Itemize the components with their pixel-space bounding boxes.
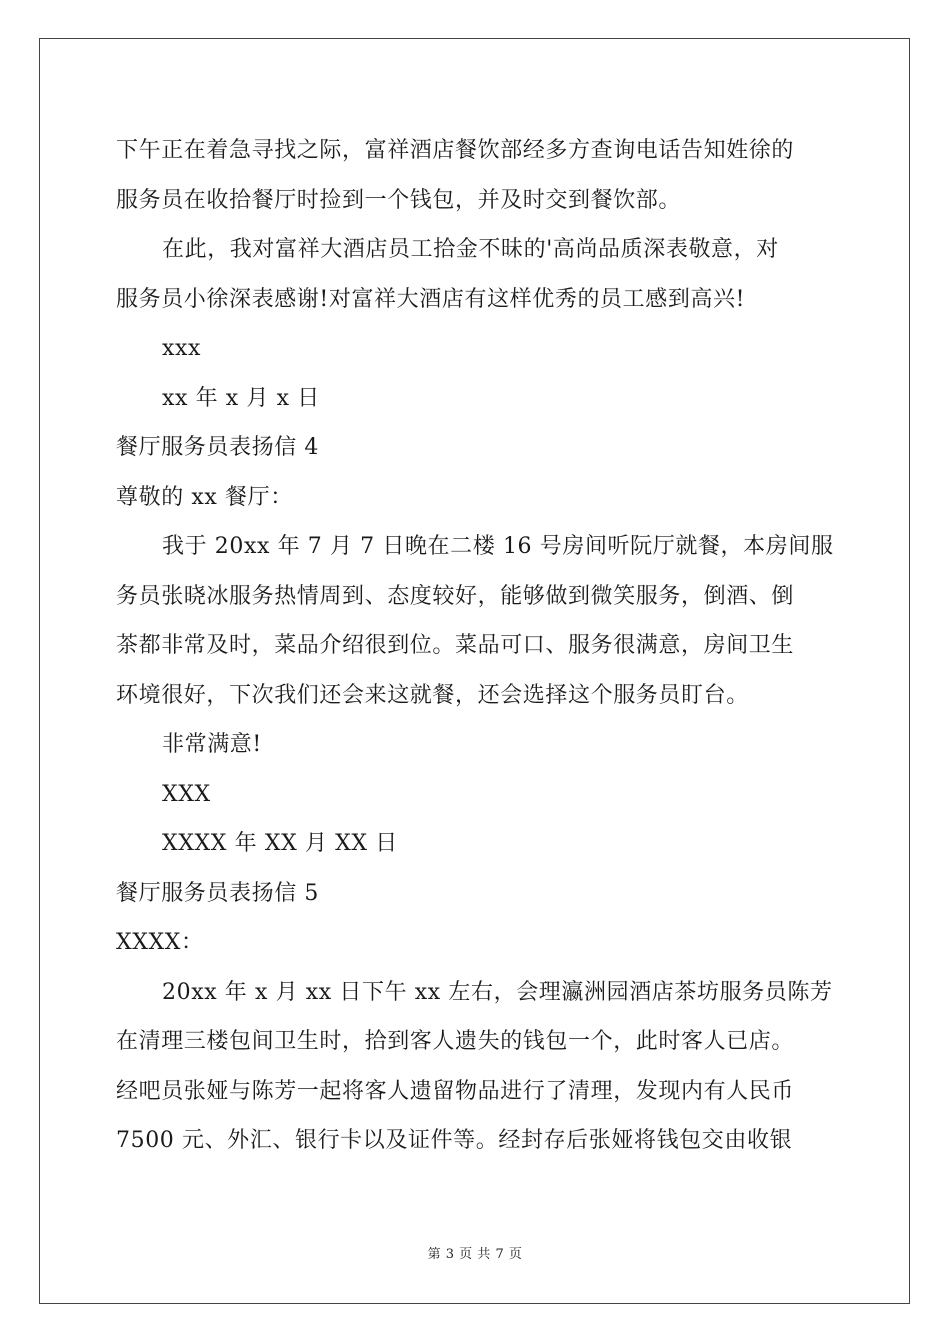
text-line: 20xx 年 x 月 xx 日下午 xx 左右，会理瀛洲园酒店茶坊服务员陈芳 <box>162 979 833 1005</box>
text-line: 餐厅服务员表扬信 4 <box>116 435 319 460</box>
document-body <box>116 126 836 1166</box>
text-line: 非常满意! <box>162 732 262 757</box>
text-line: 务员张晓冰服务热情周到、态度较好，能够做到微笑服务，倒酒、倒 <box>116 583 795 609</box>
page-footer: 第 3 页 共 7 页 <box>427 1247 523 1262</box>
text-line: 在此，我对富祥大酒店员工拾金不昧的'高尚品质深表敬意，对 <box>162 237 779 262</box>
text-line: 下午正在着急寻找之际，富祥酒店餐饮部经多方查询电话告知姓徐的 <box>116 138 795 163</box>
text-line: 尊敬的 xx 餐厅： <box>116 484 293 510</box>
text-line: 服务员小徐深表感谢!对富祥大酒店有这样优秀的员工感到高兴! <box>116 286 746 312</box>
text-line: 经吧员张娅与陈芳一起将客人遗留物品进行了清理，发现内有人民币 <box>116 1078 795 1104</box>
text-line: XXXX 年 XX 月 XX 日 <box>162 831 398 856</box>
text-line: 服务员在收拾餐厅时捡到一个钱包，并及时交到餐饮部。 <box>116 187 682 213</box>
text-line: xx 年 x 月 x 日 <box>162 385 320 411</box>
text-line: 7500 元、外汇、银行卡以及证件等。经封存后张娅将钱包交由收银 <box>116 1128 793 1153</box>
text-line: 茶都非常及时，菜品介绍很到位。菜品可口、服务很满意，房间卫生 <box>116 633 795 658</box>
text-line: XXX <box>162 781 211 807</box>
text-line: 在清理三楼包间卫生时，拾到客人遗失的钱包一个，此时客人已店。 <box>116 1029 795 1054</box>
text-line: 餐厅服务员表扬信 5 <box>116 880 319 906</box>
text-line: XXXX： <box>116 930 204 955</box>
text-line: 我于 20xx 年 7 月 7 日晚在二楼 16 号房间听阮厅就餐，本房间服 <box>162 534 834 559</box>
text-line: xxx <box>162 336 202 361</box>
text-line: 环境很好，下次我们还会来这就餐，还会选择这个服务员盯台。 <box>116 682 749 708</box>
